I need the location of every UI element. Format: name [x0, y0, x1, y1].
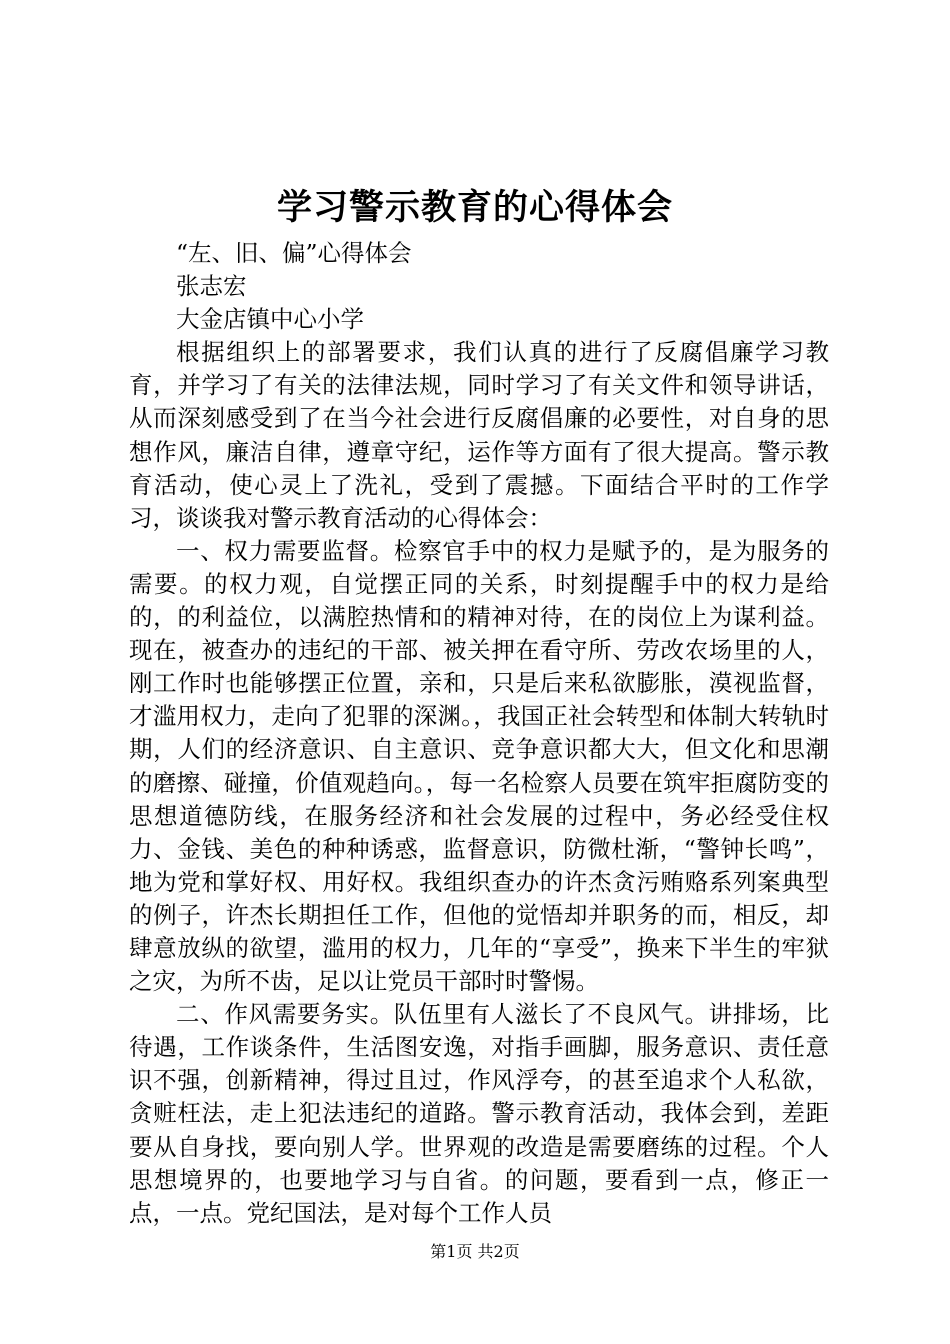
body-paragraph-power: 一、权力需要监督。检察官手中的权力是赋予的，是为服务的需要。的权力观，自觉摆正同的关系，时刻提醒手中的权力是给的，的利益位，以满腔热情和的精神对待，在的岗位上为谋利益。现在，被查办的违纪的干部、被关押在看守所、劳改农场里的人，刚工作时也能够摆正位置，亲和，只是后来私欲膨胀，漠视监督，才滥用权力，走向了犯罪的深渊。，我国正社会转型和体制大转轨时期，人们的经济意识、自主意识、竞争意识都大大，但文化和思潮的磨擦、碰撞，价值观趋向。，每一名检察人员要在筑牢拒腐防变的思想道德防线，在服务经济和社会发展的过程中，务必经受住权力、金钱、美色的种种诱惑，监督意识，防微杜渐，“警钟长鸣”，地为党和掌好权、用好权。我组织查办的许杰贪污贿赂系列案典型的例子，许杰长期担任工作，但他的觉悟却并职务的而，相反，却肆意放纵的欲望，滥用的权力，几年的“享受”，换来下半生的牢狱之灾，为所不齿，足以让党员干部时时警惕。: [129, 536, 829, 996]
author-line: 张志宏: [176, 272, 247, 301]
page-footer: 第1页 共2页: [430, 1242, 520, 1261]
document-title: 学习警示教育的心得体会: [276, 187, 673, 228]
body-paragraph-intro: 根据组织上的部署要求，我们认真的进行了反腐倡廉学习教育，并学习了有关的法律法规，同时学习了有关文件和领导讲话，从而深刻感受到了在当今社会进行反腐倡廉的必要性，对自身的思想作风，廉洁自律，遵章守纪，运作等方面有了很大提高。警示教育活动，使心灵上了洗礼，受到了震撼。下面结合平时的工作学习，谈谈我对警示教育活动的心得体会：: [129, 338, 829, 532]
body-paragraph-style: 二、作风需要务实。队伍里有人滋长了不良风气。讲排场，比待遇，工作谈条件，生活图安逸，对指手画脚，服务意识、责任意识不强，创新精神，得过且过，作风浮夸，的甚至追求个人私欲，贪赃枉法，走上犯法违纪的道路。警示教育活动，我体会到，差距要从自身找，要向别人学。世界观的改造是需要磨练的过程。个人思想境界的，也要地学习与自省。的问题，要看到一点，修正一点，一点。党纪国法，是对每个工作人员: [129, 1000, 829, 1227]
subtitle-line: “左、旧、偏”心得体会: [176, 239, 412, 267]
document-body: [129, 237, 829, 1230]
school-line: 大金店镇中心小学: [176, 305, 364, 334]
